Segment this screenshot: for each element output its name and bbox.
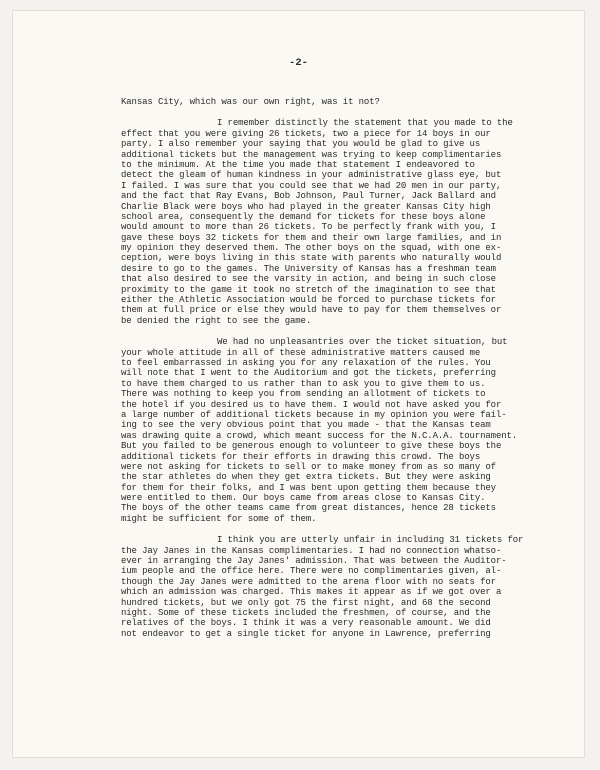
paragraph-3-line: though the Jay Janes were admitted to the arena floor with no seats for — [121, 576, 496, 587]
paragraph-1-line: would amount to more than 26 tickets. To be perfectly frank with you, I — [121, 222, 496, 233]
paragraph-3-line: the Jay Janes in the Kansas complimentaries. I had no connection whatso- — [121, 545, 502, 556]
paragraph-3-line: I think you are utterly unfair in including 31 tickets for — [217, 535, 524, 546]
opening-line: Kansas City, which was our own right, was it not? — [121, 97, 380, 107]
paragraph-2-line: were not asking for tickets to sell or to make money from as so many of — [121, 461, 496, 472]
paragraph-2-line: for them for their folks, and I was bent upon getting them because they — [121, 482, 496, 493]
paragraph-1-line: my opinion they deserved them. The other boys on the squad, with one ex- — [121, 243, 502, 254]
paragraph-1-line: additional tickets but the management was trying to keep complimentaries — [121, 149, 502, 160]
paragraph-1-line: ception, were boys living in this state with parents who naturally would — [121, 253, 502, 264]
paragraph-2-line: was drawing quite a crowd, which meant success for the N.C.A.A. tournament. — [121, 430, 518, 441]
paragraph-2-line: We had no unpleasantries over the ticket situation, but — [217, 337, 508, 348]
paragraph-1-line: I failed. I was sure that you could see that we had 20 men in our party, — [121, 180, 502, 191]
paragraph-1-line: Charlie Black were boys who had played in the greater Kansas City high — [121, 201, 491, 212]
paragraph-2-line: will note that I went to the Auditorium and got the tickets, preferring — [121, 368, 496, 379]
paragraph-3-line: night. Some of these tickets included the freshmen, of course, and the — [121, 607, 491, 618]
paragraph-1-line: party. I also remember your saying that you would be glad to give us — [121, 139, 481, 150]
paragraph-2-line: There was nothing to keep you from sending an allotment of tickets to — [121, 389, 486, 400]
paragraph-2-line: ing to see the very obvious point that you made - that the Kansas team — [121, 420, 491, 431]
paragraph-2-line: the star athletes do when they get extra tickets. But they were asking — [121, 472, 491, 483]
paragraph-3-line: which an admission was charged. This makes it appear as if we got over a — [121, 587, 502, 598]
paragraph-1-line: I remember distinctly the statement that you made to the — [217, 118, 513, 129]
paragraph-1-line: detect the gleam of human kindness in your administrative glass eye, but — [121, 170, 502, 181]
paragraph-3-line: ever in arranging the Jay Janes' admission. That was between the Auditor- — [121, 556, 507, 567]
paragraph-1-line: to the minimum. At the time you made that statement I endeavored to — [121, 159, 475, 170]
page-number: -2- — [289, 57, 308, 69]
paragraph-2-line: might be sufficient for some of them. — [121, 513, 317, 524]
paragraph-3-line: relatives of the boys. I think it was a very reasonable amount. We did — [121, 618, 491, 629]
paragraph-1-line: desire to go to the games. The University of Kansas has a freshman team — [121, 263, 496, 274]
paragraph-2-line: a large number of additional tickets because in my opinion you were fail- — [121, 409, 507, 420]
paragraph-1-line: them at full price or else they would have to pay for them themselves or — [121, 305, 502, 316]
paragraph-1-line: that also desired to see the varsity in action, and being in such close — [121, 274, 496, 285]
paragraph-1-line: gave these boys 32 tickets for them and their own large families, and in — [121, 232, 502, 243]
paragraph-2-line: your whole attitude in all of these administrative matters caused me — [121, 347, 481, 358]
paragraph-2-line: The boys of the other teams came from great distances, hence 28 tickets — [121, 503, 496, 514]
paragraph-2-line: the hotel if you desired us to have them. I would not have asked you for — [121, 399, 502, 410]
letter-body — [121, 97, 561, 639]
paragraph-2-line: were entitled to them. Our boys came from areas close to Kansas City. — [121, 493, 486, 504]
paragraph-1-line: proximity to the game it took no stretch of the imagination to see that — [121, 284, 496, 295]
paragraph-1-line: school area, consequently the demand for tickets for these boys alone — [121, 211, 486, 222]
paragraph-1-line: effect that you were giving 26 tickets, two a piece for 14 boys in our — [121, 128, 491, 139]
document-page — [12, 10, 585, 758]
paragraph-3-line: ium people and the office here. There were no complimentaries given, al- — [121, 566, 502, 577]
paragraph-1-line: be denied the right to see the game. — [121, 315, 312, 326]
paragraph-3-line: not endeavor to get a single ticket for anyone in Lawrence, preferring — [121, 628, 491, 639]
paragraph-1-line: and the fact that Ray Evans, Bob Johnson, Paul Turner, Jack Ballard and — [121, 191, 496, 202]
paragraph-2-line: But you failed to be generous enough to volunteer to give these boys the — [121, 441, 502, 452]
paragraph-2-line: to feel embarrassed in asking you for any relaxation of the rules. You — [121, 357, 491, 368]
paragraph-1-line: either the Athletic Association would be forced to purchase tickets for — [121, 295, 496, 306]
paragraph-2-line: to have them charged to us rather than to ask you to give them to us. — [121, 378, 486, 389]
paragraph-3-line: hundred tickets, but we only got 75 the first night, and 68 the second — [121, 597, 491, 608]
paragraph-2-line: additional tickets for their efforts in drawing this crowd. The boys — [121, 451, 481, 462]
